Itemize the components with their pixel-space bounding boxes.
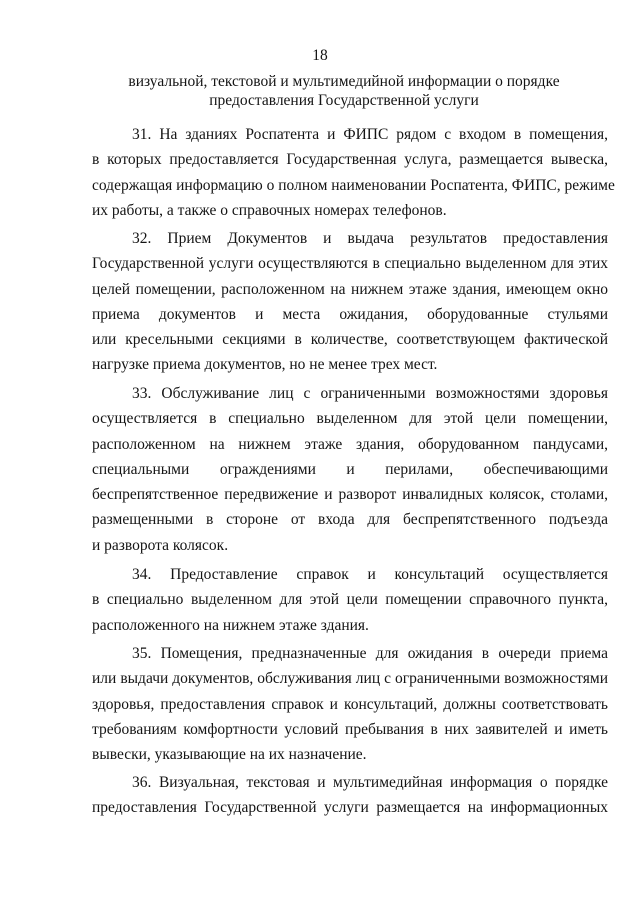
text-line: расположенном на нижнем этаже здания, оборудованном пандусами, bbox=[92, 435, 608, 453]
text-line: содержащая информацию о полном наименовании Роспатента, ФИПС, режиме bbox=[92, 176, 615, 194]
text-line: 31. На зданиях Роспатента и ФИПС рядом с входом в помещения, bbox=[132, 126, 608, 143]
heading-line-2: предоставления Государственной услуги bbox=[209, 92, 479, 109]
text-line: целей помещении, расположенном на нижнем этаже здания, имеющем окно bbox=[92, 280, 608, 298]
text-line: в специально выделенном для этой цели помещении справочного пункта, bbox=[92, 591, 608, 609]
text-line: беспрепятственное передвижение и разворот инвалидных колясок, столами, bbox=[92, 486, 608, 504]
paragraph-31 bbox=[92, 122, 615, 223]
paragraph-34 bbox=[92, 562, 608, 638]
text-line: требованиям комфортности условий пребывания в них заявителей и иметь bbox=[92, 720, 608, 738]
text-line: 34. Предоставление справок и консультаций осуществляется bbox=[132, 566, 608, 583]
text-line: и разворота колясок. bbox=[92, 536, 229, 554]
text-line: приема документов и места ожидания, оборудованные стульями bbox=[92, 305, 608, 323]
paragraph-36 bbox=[92, 770, 608, 821]
text-line: или выдачи документов, обслуживания лиц с ограниченными возможностями bbox=[92, 670, 608, 688]
text-line: специальными ограждениями и перилами, обеспечивающими bbox=[92, 460, 608, 478]
text-line: предоставления Государственной услуги размещается на информационных bbox=[92, 799, 608, 817]
text-line: осуществляется в специально выделенном для этой цели помещении, bbox=[92, 410, 608, 428]
text-line: или кресельными секциями в количестве, соответствующем фактической bbox=[92, 331, 608, 349]
paragraph-33 bbox=[92, 381, 608, 558]
paragraph-35 bbox=[92, 641, 608, 767]
text-line: здоровья, предоставления справок и консультаций, должны соответствовать bbox=[92, 695, 608, 713]
text-line: 35. Помещения, предназначенные для ожидания в очереди приема bbox=[132, 645, 608, 662]
text-line: нагрузке приема документов, но не менее трех мест. bbox=[92, 356, 438, 374]
text-line: размещенными в стороне от входа для беспрепятственного подъезда bbox=[92, 511, 608, 529]
paragraph-32 bbox=[92, 226, 608, 378]
text-line: вывески, указывающие на их назначение. bbox=[92, 746, 367, 764]
page-number: 18 bbox=[312, 47, 328, 64]
text-line: 36. Визуальная, текстовая и мультимедийная информация о порядке bbox=[132, 774, 608, 791]
text-line: Государственной услуги осуществляются в специально выделенном для этих bbox=[92, 255, 608, 273]
text-line: в которых предоставляется Государственная услуга, размещается вывеска, bbox=[92, 151, 608, 169]
text-line: 32. Прием Документов и выдача результатов предоставления bbox=[132, 230, 608, 247]
section-heading bbox=[92, 72, 596, 110]
heading-line-1: визуальной, текстовой и мультимедийной информации о порядке bbox=[128, 73, 560, 90]
text-line: их работы, а также о справочных номерах телефонов. bbox=[92, 201, 447, 219]
text-line: 33. Обслуживание лиц с ограниченными возможностями здоровья bbox=[132, 385, 608, 402]
text-line: расположенного на нижнем этаже здания. bbox=[92, 616, 369, 634]
